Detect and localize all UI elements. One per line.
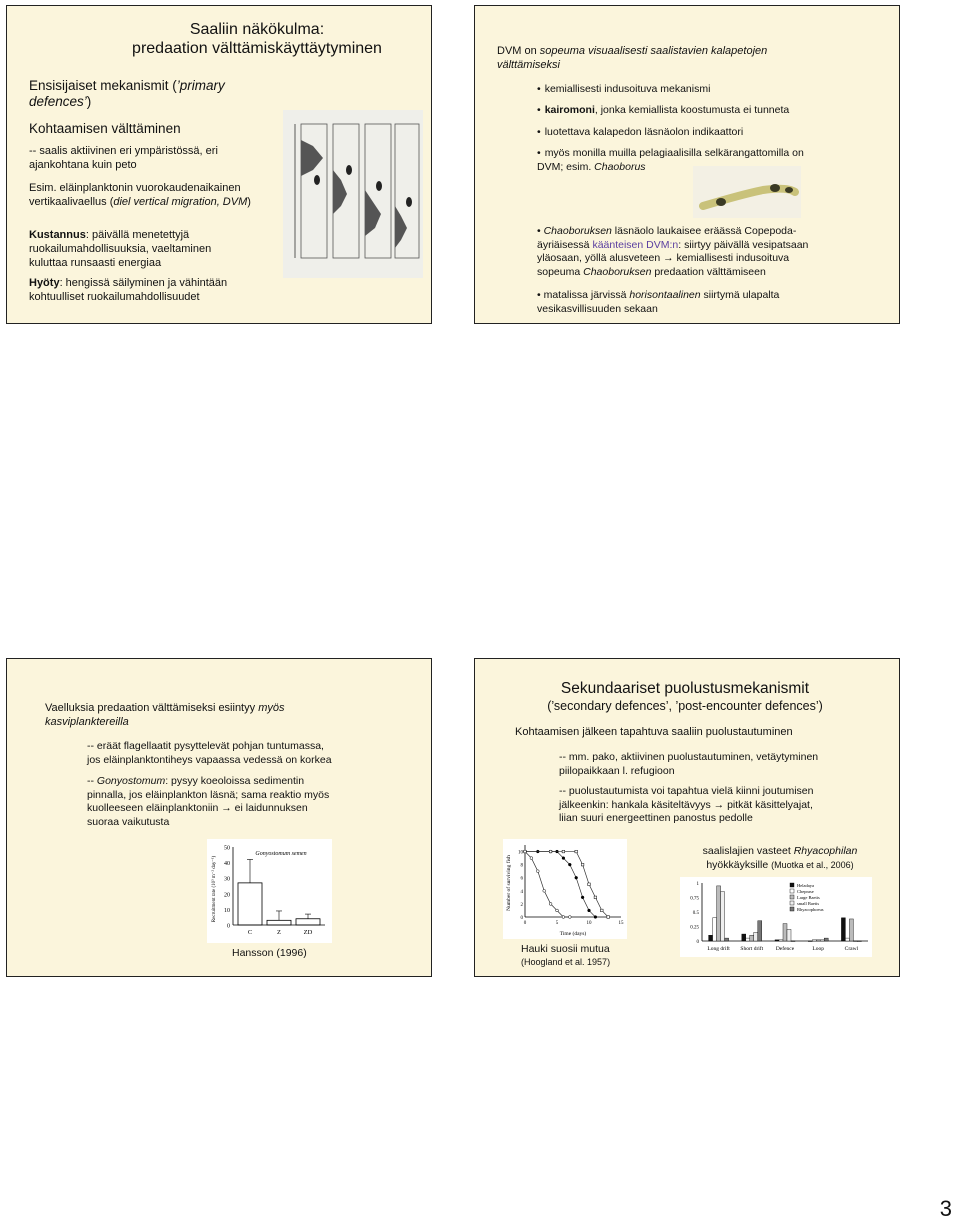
y-tick-label: 0.75 bbox=[690, 896, 699, 902]
x-tick-label: 5 bbox=[555, 921, 559, 926]
y-tick-label: 50 bbox=[224, 845, 230, 852]
slide4-title: Sekundaariset puolustusmekanismit (’secondary defences’, ’post-encounter defences’) bbox=[547, 680, 823, 713]
response-bar-chart bbox=[680, 877, 872, 957]
data-point bbox=[556, 909, 559, 912]
legend-label: Large Baetis bbox=[797, 895, 820, 900]
data-point bbox=[588, 883, 591, 886]
data-point bbox=[530, 857, 533, 860]
y-tick-label: 40 bbox=[224, 861, 230, 868]
legend-label: small Baetis bbox=[797, 901, 820, 906]
y-tick-label: 0 bbox=[696, 940, 699, 945]
slide-secondary-defences bbox=[474, 658, 900, 977]
x-tick-label: 10 bbox=[586, 921, 592, 926]
data-point bbox=[536, 870, 539, 873]
bar-4-0 bbox=[841, 918, 845, 941]
x-tick-label: C bbox=[247, 929, 253, 936]
y-tick-label: 10 bbox=[518, 850, 523, 856]
bar-3-4 bbox=[824, 938, 828, 941]
bar-0-0 bbox=[709, 935, 713, 941]
dvm-depth-diagram bbox=[283, 110, 423, 278]
legend-label: Cheprase bbox=[797, 889, 814, 894]
post-encounter-heading: Kohtaamisen jälkeen tapahtuva saaliin puolustautuminen bbox=[515, 726, 793, 738]
bar-4-4 bbox=[857, 941, 861, 942]
bullet-indicator: • luotettava kalapedon läsnäolon indikaattori bbox=[537, 126, 743, 140]
handling-text: -- puolustautumista voi tapahtua vielä kiinni joutumisen jälkeenkin: hankala käsiteltävyys → pitkät käsittelyajat, liian suuri energeettinen panostus pedolle bbox=[559, 785, 814, 824]
bar-2-1 bbox=[779, 940, 783, 941]
data-point bbox=[581, 863, 584, 866]
bar-3-1 bbox=[812, 940, 816, 941]
slide-dvm-adaptation bbox=[474, 5, 900, 324]
y-tick-label: 0.25 bbox=[690, 925, 699, 931]
y-tick-label: 0 bbox=[520, 916, 523, 921]
data-point bbox=[568, 863, 571, 866]
bar-2-3 bbox=[787, 929, 791, 941]
data-point bbox=[524, 850, 527, 853]
data-point bbox=[594, 916, 597, 919]
x-tick-label: 0 bbox=[523, 921, 527, 926]
legend-swatch bbox=[790, 883, 794, 887]
phyto-intro: Vaelluksia predaation välttämiseksi esiintyy myös kasviplanktereilla bbox=[45, 702, 285, 728]
slide-predation-avoidance bbox=[6, 5, 432, 324]
data-point bbox=[562, 916, 565, 919]
y-tick-label: 0.5 bbox=[692, 911, 699, 916]
bar-0-3 bbox=[721, 892, 725, 941]
y-tick-label: 6 bbox=[520, 876, 523, 882]
escape-text: -- mm. pako, aktiivinen puolustautuminen, vetäytyminen piilopaikkaan l. refugioon bbox=[559, 751, 819, 777]
hoogland-caption: Hauki suosii mutua (Hoogland et al. 1957) bbox=[521, 943, 611, 967]
y-tick-label: 2 bbox=[520, 902, 523, 908]
y-tick-label: 20 bbox=[224, 892, 230, 899]
data-point bbox=[601, 909, 604, 912]
chaoborus-larva-drawing bbox=[693, 166, 801, 218]
data-point bbox=[607, 916, 610, 919]
legend-label: Heladaya bbox=[797, 883, 814, 888]
bar-2-4 bbox=[791, 941, 795, 942]
bar-1-1 bbox=[746, 938, 750, 941]
legend-swatch bbox=[790, 907, 794, 911]
x-tick-label: Z bbox=[277, 929, 281, 936]
y-tick-label: 8 bbox=[520, 863, 523, 869]
bar-4-3 bbox=[853, 941, 857, 942]
data-point bbox=[568, 916, 571, 919]
chaoborus-image bbox=[693, 166, 801, 218]
y-tick-label: 0 bbox=[227, 923, 230, 930]
bar-2-2 bbox=[783, 924, 787, 941]
bar-4-1 bbox=[845, 938, 849, 941]
data-point bbox=[543, 889, 546, 892]
data-point bbox=[581, 896, 584, 899]
bullet-kairomone: • kairomoni, jonka kemiallista koostumusta ei tunneta bbox=[537, 104, 789, 118]
data-point bbox=[575, 850, 578, 853]
copepoda-paragraph: • Chaoboruksen läsnäolo laukaisee eräässä Copepoda- äyriäisessä käänteisen DVM:n: siirtyy päivällä vesipatsaan yläosaan, yöllä alusveteen → kemiallisesti indusoituva sopeuma Chaoboruksen predaation välttämiseen bbox=[537, 225, 809, 278]
dvm-example-text: Esim. eläinplanktonin vuorokaudenaikainen vertikaalivaellus (diel vertical migration, DVM) bbox=[29, 182, 251, 208]
bar-1-4 bbox=[758, 921, 762, 941]
horizontal-paragraph: • matalissa järvissä horisontaalinen siirtymä ulapalta vesikasvillisuuden sekaan bbox=[537, 289, 780, 315]
bar-1-3 bbox=[754, 932, 758, 941]
bar-2-0 bbox=[775, 940, 779, 941]
bullet-chemical: • kemiallisesti indusoituva mekanismi bbox=[537, 83, 710, 97]
gonyostomum-text: -- Gonyostomum: pysyy koeoloissa sedimentin pinnalla, jos eläinplankton läsnä; sama reaktio myös kuolleeseen eläinplanktoniin → ei laidunnuksen suoraa vaikutusta bbox=[87, 775, 330, 828]
y-axis-label: Recruitment rate (10³ m⁻² day⁻¹) bbox=[212, 855, 217, 923]
y-tick-label: 1 bbox=[696, 882, 699, 887]
bar-1-2 bbox=[750, 935, 754, 941]
hansson-citation: Hansson (1996) bbox=[232, 947, 307, 959]
bar-4-2 bbox=[849, 919, 853, 941]
y-axis-label: Number of surviving fish bbox=[506, 855, 512, 911]
avoid-encounter-heading: Kohtaamisen välttäminen bbox=[29, 121, 181, 136]
bullet-others: • myös monilla muilla pelagiaalisilla selkärangattomilla on DVM; esim. Chaoborus bbox=[537, 147, 857, 174]
x-axis-label: Time (days) bbox=[559, 931, 587, 937]
prey-response-chart bbox=[680, 877, 872, 957]
data-point bbox=[588, 909, 591, 912]
data-point bbox=[575, 876, 578, 879]
survival-line-chart bbox=[503, 839, 627, 939]
legend-swatch bbox=[790, 895, 794, 899]
chart-title: Gonyostomum semen bbox=[255, 851, 307, 857]
gonyostomum-bar-chart bbox=[207, 839, 332, 943]
bar-ZD bbox=[296, 919, 320, 925]
x-tick-label: Short drift bbox=[740, 946, 764, 952]
y-tick-label: 10 bbox=[224, 907, 230, 914]
y-tick-label: 30 bbox=[224, 876, 230, 883]
x-tick-label: Defence bbox=[775, 946, 795, 952]
bar-0-2 bbox=[717, 886, 721, 941]
data-point bbox=[562, 857, 565, 860]
page-number: 3 bbox=[939, 1196, 952, 1221]
pike-survival-chart bbox=[503, 839, 627, 939]
slide1-title: Saaliin näkökulma: predaation välttämiskäyttäytyminen bbox=[132, 21, 382, 57]
y-tick-label: 4 bbox=[520, 889, 523, 895]
x-tick-label: Crawl bbox=[844, 946, 859, 952]
rhyacophila-caption: saalislajien vasteet Rhyacophilan hyökkäyksille (Muotka et al., 2006) bbox=[702, 845, 858, 871]
cost-text: Kustannus: päivällä menetettyjä ruokailumahdollisuuksia, vaeltaminen kuluttaa runsaasti energiaa bbox=[29, 229, 212, 269]
legend-label: Rhyacophoeus bbox=[797, 907, 824, 912]
dvm-depth-figure bbox=[283, 110, 423, 278]
bar-1-0 bbox=[742, 934, 746, 941]
avoid-encounter-text: -- saalis aktiivinen eri ympäristössä, eri ajankohtana kuin peto bbox=[29, 145, 218, 171]
benefit-text: Hyöty: hengissä säilyminen ja vähintään kohtuulliset ruokailumahdollisuudet bbox=[29, 277, 228, 303]
data-point bbox=[549, 903, 552, 906]
flagellates-text: -- eräät flagellaatit pysyttelevät pohjan tuntumassa, jos eläinplanktontiheys vapaassa vedessä on korkea bbox=[87, 740, 332, 766]
bar-3-0 bbox=[808, 941, 812, 942]
x-tick-label: Long drift bbox=[707, 946, 730, 952]
dvm-intro: DVM on sopeuma visuaalisesti saalistavien kalapetojen välttämiseksi bbox=[497, 45, 768, 71]
bar-Z bbox=[267, 920, 291, 925]
gonyostomum-chart bbox=[207, 839, 332, 943]
primary-defences-heading: Ensisijaiset mekanismit (’primary defences’) bbox=[29, 78, 225, 109]
data-point bbox=[562, 850, 565, 853]
series-line-1 bbox=[525, 852, 595, 917]
bar-3-2 bbox=[816, 940, 820, 941]
slide-phytoplankton-migration bbox=[6, 658, 432, 977]
bar-C bbox=[238, 883, 262, 925]
x-tick-label: 15 bbox=[618, 921, 624, 926]
series-line-0 bbox=[525, 852, 570, 917]
x-tick-label: ZD bbox=[303, 929, 313, 936]
data-point bbox=[594, 896, 597, 899]
bar-0-4 bbox=[725, 938, 729, 941]
x-tick-label: Loop bbox=[812, 946, 825, 952]
legend-swatch bbox=[790, 901, 794, 905]
bar-3-3 bbox=[820, 940, 824, 941]
data-point bbox=[549, 850, 552, 853]
legend-swatch bbox=[790, 889, 794, 893]
bar-0-1 bbox=[713, 918, 717, 941]
